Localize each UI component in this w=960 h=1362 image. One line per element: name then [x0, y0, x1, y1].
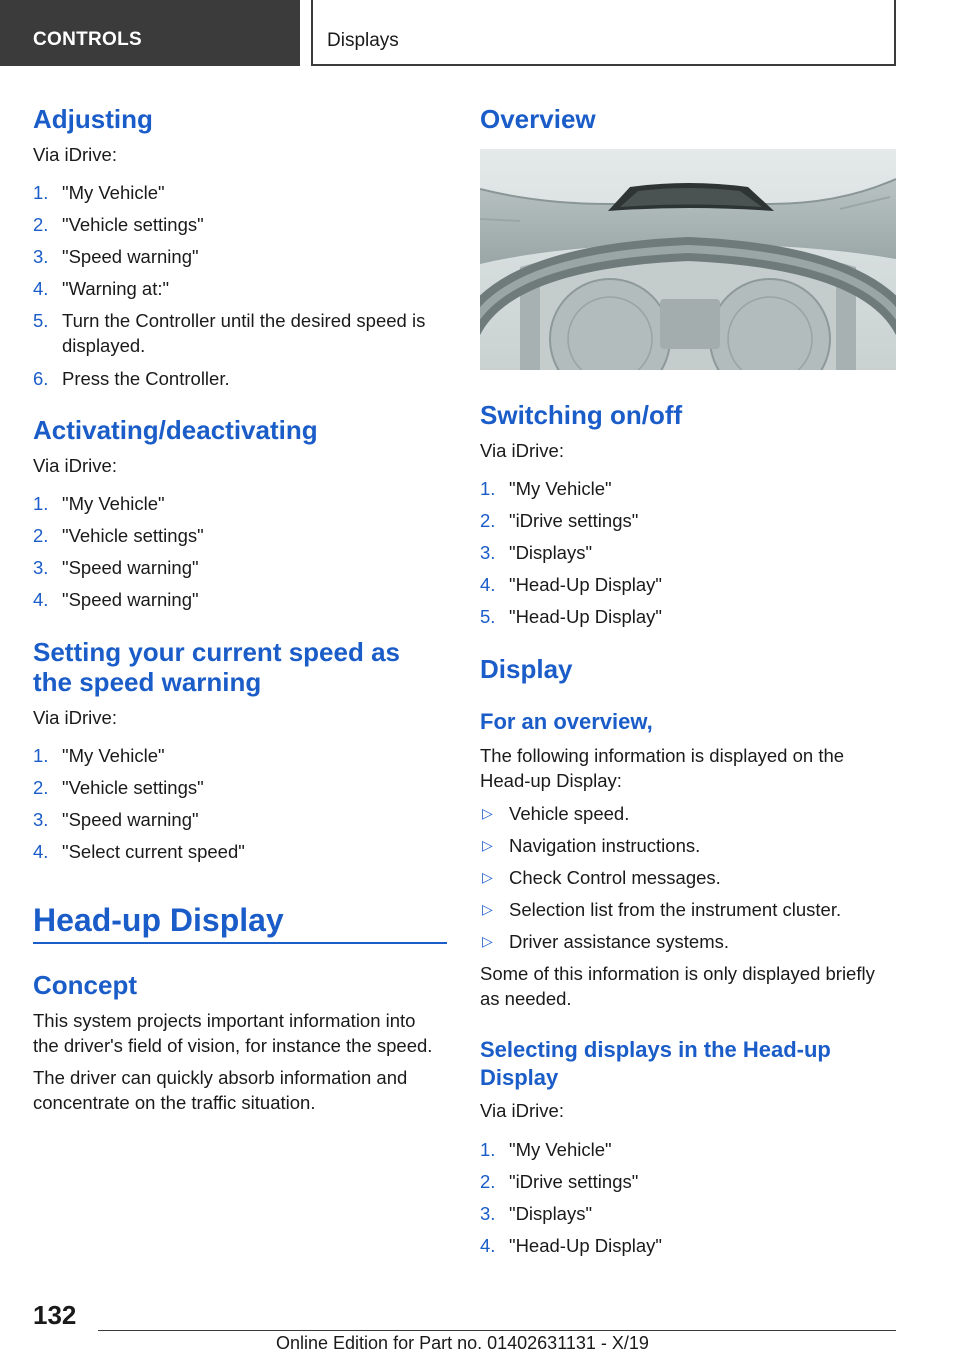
list-item: "Head-Up Display"	[509, 574, 662, 595]
list-item: "iDrive settings"	[509, 510, 639, 531]
switching-heading: Switching on/off	[480, 400, 683, 430]
step-number: 1.	[33, 182, 49, 203]
list-item: "Select current speed"	[62, 841, 245, 862]
step-number: 4.	[33, 589, 49, 610]
edition-note: Online Edition for Part no. 01402631131 - X/19	[276, 1333, 649, 1353]
selecting-intro: Via iDrive:	[480, 1100, 564, 1121]
list-item: "Vehicle settings"	[62, 777, 204, 798]
list-item: "Vehicle settings"	[62, 214, 204, 235]
adjusting-intro: Via iDrive:	[33, 144, 117, 165]
step-number: 6.	[33, 368, 49, 389]
section-label: CONTROLS	[33, 29, 143, 50]
activating-heading: Activating/deactivating	[33, 415, 318, 445]
list-item: "Head-Up Display"	[509, 1235, 662, 1256]
step-number: 2.	[33, 777, 49, 798]
list-item: "My Vehicle"	[62, 745, 165, 766]
bullet-icon: ▷	[482, 837, 493, 853]
bullet-icon: ▷	[482, 901, 493, 917]
bullet-item: Check Control messages.	[509, 867, 721, 888]
bullet-icon: ▷	[482, 805, 493, 821]
display-heading: Display	[480, 654, 573, 684]
step-number: 3.	[480, 542, 496, 563]
activating-intro: Via iDrive:	[33, 455, 117, 476]
bullet-item: Selection list from the instrument cluster.	[509, 899, 842, 920]
step-number: 3.	[480, 1203, 496, 1224]
bullet-item: Vehicle speed.	[509, 803, 630, 824]
list-item: Turn the Controller until the desired speed is	[62, 310, 426, 331]
list-item: "Warning at:"	[62, 278, 170, 299]
selecting-heading-line1: Selecting displays in the Head-up	[480, 1037, 831, 1062]
bullet-item: Navigation instructions.	[509, 835, 701, 856]
overview-heading: Overview	[480, 104, 596, 134]
list-item: Press the Controller.	[62, 368, 230, 389]
step-number: 1.	[480, 478, 496, 499]
list-item: "My Vehicle"	[509, 478, 612, 499]
list-item: "Speed warning"	[62, 809, 199, 830]
bullet-icon: ▷	[482, 869, 493, 885]
footer-rule	[98, 1330, 896, 1331]
setting-heading-line2: the speed warning	[33, 667, 262, 697]
concept-paragraph2-line2: concentrate on the traffic situation.	[33, 1092, 316, 1113]
step-number: 4.	[480, 574, 496, 595]
list-item: "My Vehicle"	[62, 182, 165, 203]
step-number: 2.	[480, 1171, 496, 1192]
step-number: 4.	[480, 1235, 496, 1256]
setting-intro: Via iDrive:	[33, 707, 117, 728]
display-subheading: For an overview,	[480, 709, 653, 734]
step-number: 1.	[33, 493, 49, 514]
step-number: 3.	[33, 809, 49, 830]
list-item: "My Vehicle"	[62, 493, 165, 514]
hud-dashboard-illustration	[480, 149, 896, 370]
step-number: 5.	[480, 606, 496, 627]
list-item: "My Vehicle"	[509, 1139, 612, 1160]
list-item: "Head-Up Display"	[509, 606, 662, 627]
step-number: 2.	[33, 525, 49, 546]
display-paragraph-line2: Head-up Display:	[480, 770, 622, 791]
bullet-icon: ▷	[482, 933, 493, 949]
step-number: 2.	[480, 510, 496, 531]
display-paragraph2-line2: as needed.	[480, 988, 572, 1009]
list-item: "Displays"	[509, 542, 593, 563]
switching-intro: Via iDrive:	[480, 440, 564, 461]
step-number: 4.	[33, 278, 49, 299]
display-paragraph-line1: The following information is displayed on the	[480, 745, 845, 766]
bullet-item: Driver assistance systems.	[509, 931, 729, 952]
chapter-box	[311, 0, 896, 66]
step-number: 2.	[33, 214, 49, 235]
page-number: 132	[33, 1300, 77, 1330]
list-item: "Speed warning"	[62, 589, 199, 610]
heading-rule	[33, 942, 447, 944]
step-number: 3.	[33, 557, 49, 578]
step-number: 1.	[480, 1139, 496, 1160]
list-item: "Speed warning"	[62, 557, 199, 578]
section-tab	[0, 0, 300, 66]
concept-paragraph-line1: This system projects important information into	[33, 1010, 416, 1031]
step-number: 1.	[33, 745, 49, 766]
list-item: "iDrive settings"	[509, 1171, 639, 1192]
hud-chapter-heading: Head-up Display	[33, 902, 284, 938]
adjusting-heading: Adjusting	[33, 104, 153, 134]
step-number: 5.	[33, 310, 49, 331]
step-number: 4.	[33, 841, 49, 862]
concept-paragraph-line2: the driver's field of vision, for instance the speed.	[33, 1035, 433, 1056]
dashboard-drawing	[480, 149, 896, 370]
setting-heading-line1: Setting your current speed as	[33, 637, 400, 667]
concept-heading: Concept	[33, 970, 137, 1000]
chapter-label: Displays	[327, 30, 399, 51]
concept-paragraph2-line1: The driver can quickly absorb information and	[33, 1067, 408, 1088]
list-item-continued: displayed.	[62, 335, 146, 356]
list-item: "Vehicle settings"	[62, 525, 204, 546]
list-item: "Speed warning"	[62, 246, 199, 267]
list-item: "Displays"	[509, 1203, 593, 1224]
display-paragraph2-line1: Some of this information is only displayed briefly	[480, 963, 875, 984]
step-number: 3.	[33, 246, 49, 267]
selecting-heading-line2: Display	[480, 1065, 559, 1090]
